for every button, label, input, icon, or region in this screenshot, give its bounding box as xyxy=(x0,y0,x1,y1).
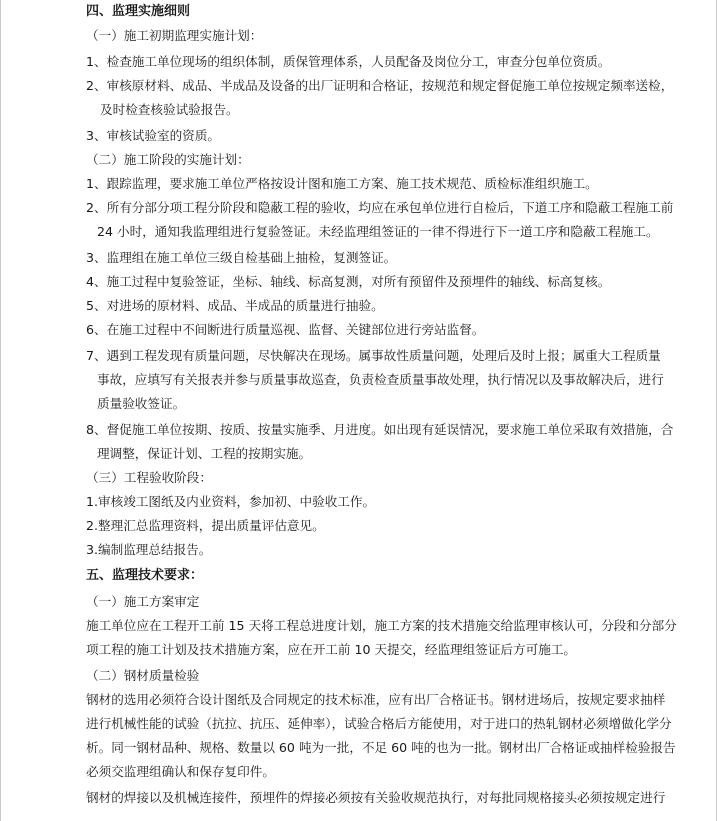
paragraph-line: 进行机械性能的试验（抗拉、抗压、延伸率），试验合格后方能使用，对于进口的热轧钢材必须增做化学分 xyxy=(86,716,672,731)
paragraph-line: 钢材的选用必须符合设计图纸及合同规定的技术标准，应有出厂合格证书。钢材进场后，按规定要求抽样 xyxy=(86,692,666,707)
page-left-edge xyxy=(0,0,1,821)
paragraph-line: 钢材的焊接以及机械连接件，预埋件的焊接必须按有关验收规范执行，对每批同规格接头必须按规定进行 xyxy=(86,790,666,805)
paragraph-line: 4、施工过程中复验签证，坐标、轴线、标高复测，对所有预留件及预埋件的轴线、标高复核。 xyxy=(86,274,611,289)
paragraph-line: 施工单位应在工程开工前 15 天将工程总进度计划，施工方案的技术措施交给监理审核认可，分段和分部分 xyxy=(86,618,677,633)
paragraph-line: 2、审核原材料、成品、半成品及设备的出厂证明和合格证，按规范和规定督促施工单位按规定频率送检， xyxy=(86,78,674,93)
paragraph-continuation: 及时检查核验试验报告。 xyxy=(100,102,239,117)
paragraph-line: 2.整理汇总监理资料，提出质量评估意见。 xyxy=(86,518,325,533)
paragraph-line: 7、遇到工程发现有质量问题，尽快解决在现场。属事故性质量问题，处理后及时上报；属重大工程质量 xyxy=(86,348,661,363)
paragraph-line: （二）施工阶段的实施计划： xyxy=(86,152,250,167)
paragraph-line: 项工程的施工计划及技术措施方案，应在开工前 10 天提交，经监理组签证后方可施工。 xyxy=(86,642,577,657)
paragraph-line: 2、所有分部分项工程分阶段和隐蔽工程的验收，均应在承包单位进行自检后，下道工序和隐蔽工程施工前 xyxy=(86,200,674,215)
paragraph-line: 5、对进场的原材料、成品、半成品的质量进行抽验。 xyxy=(86,298,384,313)
paragraph-line: 析。同一钢材品种、规格、数量以 60 吨为一批，不足 60 吨的也为一批。钢材出厂合格证或抽样检验报告 xyxy=(86,740,676,755)
section-heading: 四、监理实施细则 xyxy=(86,4,191,19)
paragraph-line: （三）工程验收阶段： xyxy=(86,470,212,485)
paragraph-line: 3.编制监理总结报告。 xyxy=(86,542,212,557)
paragraph-continuation: 质量验收签证。 xyxy=(97,396,186,411)
paragraph-line: 必须交监理组确认和保存复印件。 xyxy=(86,764,275,779)
paragraph-continuation: 24 小时，通知我监理组进行复验签证。未经监理组签证的一律不得进行下一道工序和隐蔽工程施工。 xyxy=(97,224,659,239)
paragraph-line: 3、监理组在施工单位三级自检基础上抽检，复测签证。 xyxy=(86,250,397,265)
paragraph-line: 3、审核试验室的资质。 xyxy=(86,128,220,143)
paragraph-line: 8、督促施工单位按期、按质、按量实施季、月进度。如出现有延误情况，要求施工单位采取有效措施，合 xyxy=(86,422,674,437)
paragraph-continuation: 事故，应填写有关报表并参与质量事故巡查，负责检查质量事故处理，执行情况以及事故解决后，进行 xyxy=(97,372,664,387)
paragraph-line: （一）施工初期监理实施计划： xyxy=(86,28,263,43)
paragraph-line: 1.审核竣工图纸及内业资料，参加初、中验收工作。 xyxy=(86,494,376,509)
paragraph-line: 1、跟踪监理，要求施工单位严格按设计图和施工方案、施工技术规范、质检标准组织施工。 xyxy=(86,176,598,191)
section-heading: 五、监理技术要求： xyxy=(86,568,204,583)
paragraph-continuation: 理调整，保证计划、工程的按期实施。 xyxy=(97,446,312,461)
paragraph-line: （二）钢材质量检验 xyxy=(86,668,200,683)
paragraph-line: （一）施工方案审定 xyxy=(86,594,200,609)
paragraph-line: 6、在施工过程中不间断进行质量巡视、监督、关键部位进行旁站监督。 xyxy=(86,322,485,337)
paragraph-line: 1、检查施工单位现场的组织体制，质保管理体系，人员配备及岗位分工，审查分包单位资质。 xyxy=(86,54,611,69)
